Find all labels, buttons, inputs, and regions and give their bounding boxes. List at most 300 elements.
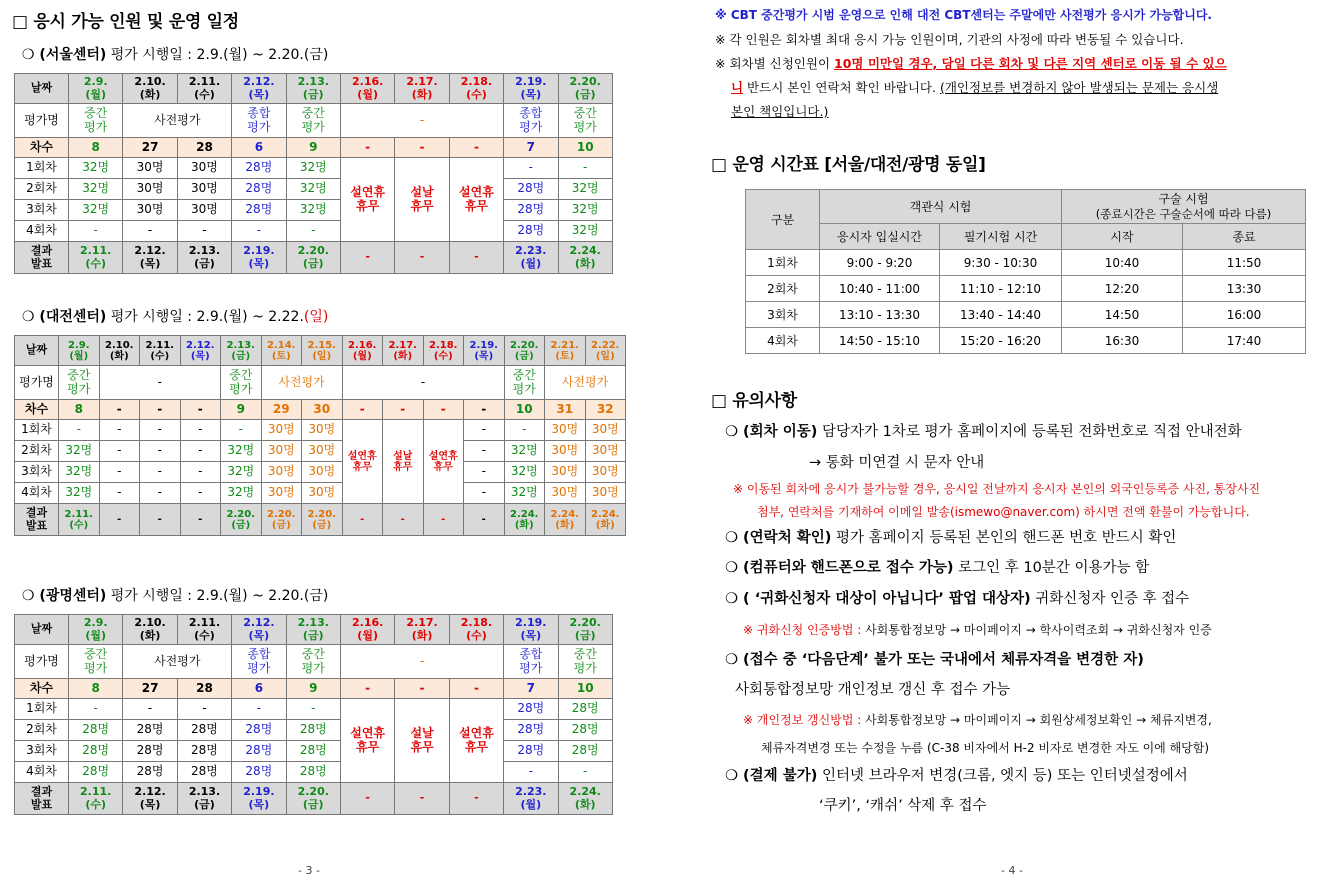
notice-naturalization xyxy=(725,587,1189,608)
daejeon-cell: - xyxy=(99,462,140,483)
notice-device xyxy=(725,556,1149,577)
gwangmyeong-cell: 2.9. (월) xyxy=(69,615,123,645)
daejeon-row-0 xyxy=(15,336,626,366)
timetable-cell: 14:50 - 15:10 xyxy=(820,328,940,354)
seoul-row-2 xyxy=(15,138,613,158)
seoul-row-6 xyxy=(15,221,613,242)
gwangmyeong-cell: 2.18. (수) xyxy=(449,615,503,645)
gwangmyeong-cell: 28명 xyxy=(123,741,177,762)
gwangmyeong-cell: 중간 평가 xyxy=(286,645,340,679)
timetable-session: 2회차 xyxy=(746,276,820,302)
timetable-cell: 13:30 xyxy=(1183,276,1306,302)
daejeon-title xyxy=(22,306,328,326)
gwangmyeong-cell: 설날 휴무 xyxy=(395,699,449,783)
daejeon-cell: 2.24. (화) xyxy=(545,504,586,536)
daejeon-cell: - xyxy=(464,504,505,536)
gwangmyeong-cell: 28명 xyxy=(123,720,177,741)
gwangmyeong-cell: 2.13. (금) xyxy=(177,783,231,815)
daejeon-cell: - xyxy=(423,504,464,536)
notice-move-sms: → 통화 미연결 시 문자 안내 xyxy=(809,455,985,471)
daejeon-cell: 10 xyxy=(504,400,545,420)
gwangmyeong-cell: 10 xyxy=(558,679,612,699)
seoul-cell: - xyxy=(340,242,394,274)
gwangmyeong-cell: 28명 xyxy=(504,699,558,720)
daejeon-cell: 사전평가 xyxy=(545,366,626,400)
page-number-4: - 4 - xyxy=(1001,864,1023,877)
daejeon-cell: 30명 xyxy=(585,441,626,462)
gwangmyeong-cell: 28명 xyxy=(177,720,231,741)
gwangmyeong-row-6 xyxy=(15,762,613,783)
gwangmyeong-row-5 xyxy=(15,741,613,762)
gwangmyeong-cell: 2.12. (목) xyxy=(232,615,286,645)
note-capacity: ※ 각 인원은 회차별 최대 응시 가능 인원이며, 기관의 사정에 따라 변동될 수 있습니다. xyxy=(715,32,1184,47)
note-move xyxy=(715,54,1227,73)
seoul-title xyxy=(22,44,328,64)
seoul-cell: 2.17. (화) xyxy=(395,74,449,104)
gwangmyeong-row-label: 4회차 xyxy=(15,762,69,783)
gwangmyeong-cell: - xyxy=(340,645,503,679)
naturalization-method-label: ※ 귀화신청 인증방법 : xyxy=(743,623,866,637)
daejeon-name: ❍ (대전센터) xyxy=(22,309,107,325)
seoul-cell: 2.23. (월) xyxy=(504,242,558,274)
daejeon-cell: - xyxy=(383,400,424,420)
daejeon-cell: 설날 휴무 xyxy=(383,420,424,504)
gwangmyeong-row-4 xyxy=(15,720,613,741)
seoul-row-7 xyxy=(15,242,613,274)
daejeon-cell: - xyxy=(180,483,221,504)
daejeon-cell: - xyxy=(342,366,504,400)
seoul-cell: 2.16. (월) xyxy=(340,74,394,104)
timetable-session: 1회차 xyxy=(746,250,820,276)
seoul-row-label: 차수 xyxy=(15,138,69,158)
daejeon-cell: 29 xyxy=(261,400,302,420)
seoul-cell: - xyxy=(504,158,558,179)
gwangmyeong-cell: 중간 평가 xyxy=(558,645,612,679)
seoul-row-label: 2회차 xyxy=(15,179,69,200)
timetable-cell: 13:10 - 13:30 xyxy=(820,302,940,328)
notice-device-label: ❍ (컴퓨터와 핸드폰으로 접수 가능) xyxy=(725,560,954,576)
notice-move-text: 담당자가 1차로 평가 홈페이지에 등록된 전화번호로 직접 안내전화 xyxy=(817,424,1242,440)
daejeon-cell: 중간 평가 xyxy=(59,366,100,400)
gwangmyeong-cell: - xyxy=(504,762,558,783)
daejeon-cell: 2.21. (토) xyxy=(545,336,586,366)
notice-contact xyxy=(725,526,1176,547)
gwangmyeong-cell: 2.10. (화) xyxy=(123,615,177,645)
timetable xyxy=(745,189,1306,354)
notice-contact-text: 평가 홈페이지 등록된 본인의 핸드폰 번호 반드시 확인 xyxy=(831,530,1177,546)
seoul-cell: 7 xyxy=(504,138,558,158)
page-number-3: - 3 - xyxy=(298,864,320,877)
daejeon-cell: 2.20. (금) xyxy=(302,504,343,536)
daejeon-row-2 xyxy=(15,400,626,420)
seoul-row-label: 평가명 xyxy=(15,104,69,138)
daejeon-cell: 32명 xyxy=(59,462,100,483)
gwangmyeong-row-label: 2회차 xyxy=(15,720,69,741)
note-move-u: (개인정보를 변경하지 않아 발생되는 문제는 응시생 xyxy=(939,80,1219,95)
gwangmyeong-cell: - xyxy=(340,783,394,815)
seoul-cell: 27 xyxy=(123,138,177,158)
note-daejeon-weekend: ※ CBT 중간평가 시범 운영으로 인해 대전 CBT센터는 주말에만 사전평가 응시가 가능합니다. xyxy=(715,8,1212,22)
daejeon-cell: - xyxy=(99,483,140,504)
daejeon-cell: 30명 xyxy=(302,441,343,462)
daejeon-row-7 xyxy=(15,504,626,536)
daejeon-cell: 9 xyxy=(221,400,262,420)
gwangmyeong-cell: 설연휴 휴무 xyxy=(449,699,503,783)
gwangmyeong-cell: 8 xyxy=(69,679,123,699)
gwangmyeong-row-3 xyxy=(15,699,613,720)
gwangmyeong-cell: 28명 xyxy=(69,741,123,762)
seoul-cell: 중간 평가 xyxy=(286,104,340,138)
daejeon-cell: 2.10. (화) xyxy=(99,336,140,366)
gwangmyeong-cell: 2.19. (목) xyxy=(504,615,558,645)
daejeon-cell: 30명 xyxy=(585,483,626,504)
daejeon-period-end: (일) xyxy=(303,309,329,325)
seoul-cell: 설연휴 휴무 xyxy=(340,158,394,242)
daejeon-cell: 30명 xyxy=(261,441,302,462)
daejeon-cell: 2.20. (금) xyxy=(261,504,302,536)
notice-move-refund-1: ※ 이동된 회차에 응시가 불가능할 경우, 응시일 전날까지 응시자 본인의 외국인등록증 사진, 통장사진 xyxy=(733,482,1261,496)
daejeon-cell: - xyxy=(383,504,424,536)
gwangmyeong-cell: 2.11. (수) xyxy=(177,615,231,645)
gwangmyeong-cell: 28명 xyxy=(286,762,340,783)
seoul-cell: 28명 xyxy=(232,158,286,179)
daejeon-cell: 2.19. (목) xyxy=(464,336,505,366)
notice-next-step-label: ❍ (접수 중 ‘다음단계’ 불가 또는 국내에서 체류자격을 변경한 자) xyxy=(725,652,1144,668)
gwangmyeong-cell: 2.24. (화) xyxy=(558,783,612,815)
gwangmyeong-cell: 28명 xyxy=(69,720,123,741)
seoul-cell: 2.11. (수) xyxy=(177,74,231,104)
seoul-cell: 2.18. (수) xyxy=(449,74,503,104)
daejeon-schedule-table xyxy=(14,335,626,536)
daejeon-cell: 2.15. (일) xyxy=(302,336,343,366)
daejeon-cell: 중간 평가 xyxy=(221,366,262,400)
seoul-row-label: 4회차 xyxy=(15,221,69,242)
gwangmyeong-cell: 6 xyxy=(232,679,286,699)
seoul-cell: - xyxy=(286,221,340,242)
gwangmyeong-cell: 28명 xyxy=(177,741,231,762)
gwangmyeong-cell: - xyxy=(232,699,286,720)
daejeon-cell: 31 xyxy=(545,400,586,420)
section-title-notice: □ 유의사항 xyxy=(711,391,797,411)
gwangmyeong-cell: - xyxy=(449,783,503,815)
notice-move-refund-2: 첨부, 연락처를 기재하여 이메일 발송(ismewo@naver.com) 하시면 전액 환불이 가능합니다. xyxy=(757,505,1250,519)
daejeon-row-label: 차수 xyxy=(15,400,59,420)
daejeon-cell: 2.24. (화) xyxy=(585,504,626,536)
daejeon-cell: 설연휴 휴무 xyxy=(423,420,464,504)
gwangmyeong-cell: - xyxy=(340,679,394,699)
timetable-row xyxy=(746,328,1306,354)
gwangmyeong-row-1 xyxy=(15,645,613,679)
seoul-cell: 2.13. (금) xyxy=(177,242,231,274)
seoul-cell: - xyxy=(449,242,503,274)
daejeon-cell: 32명 xyxy=(59,483,100,504)
seoul-cell: 종합 평가 xyxy=(504,104,558,138)
seoul-cell: 28 xyxy=(177,138,231,158)
timetable-cell: 13:40 - 14:40 xyxy=(940,302,1062,328)
daejeon-cell: 2.11. (수) xyxy=(140,336,181,366)
tt-head-start: 시작 xyxy=(1062,224,1183,250)
seoul-cell: 10 xyxy=(558,138,612,158)
daejeon-cell: 30명 xyxy=(545,483,586,504)
timetable-cell: 11:10 - 12:10 xyxy=(940,276,1062,302)
daejeon-cell: 사전평가 xyxy=(261,366,342,400)
gwangmyeong-cell: 7 xyxy=(504,679,558,699)
seoul-cell: 2.11. (수) xyxy=(69,242,123,274)
gwangmyeong-cell: 27 xyxy=(123,679,177,699)
daejeon-cell: - xyxy=(180,441,221,462)
note-move-red2: 니 xyxy=(731,80,744,95)
daejeon-cell: 2.17. (화) xyxy=(383,336,424,366)
notice-info-update-method-2: 체류자격변경 또는 수정을 누름 (C-38 비자에서 H-2 비자로 변경한 자도 이에 해당함) xyxy=(761,741,1210,755)
seoul-cell: 9 xyxy=(286,138,340,158)
daejeon-cell: - xyxy=(504,420,545,441)
daejeon-row-label: 2회차 xyxy=(15,441,59,462)
seoul-cell: 2.19. (목) xyxy=(232,242,286,274)
daejeon-cell: - xyxy=(464,441,505,462)
gwangmyeong-row-7 xyxy=(15,783,613,815)
seoul-cell: 중간 평가 xyxy=(69,104,123,138)
timetable-cell: 12:20 xyxy=(1062,276,1183,302)
daejeon-cell: - xyxy=(99,420,140,441)
gwangmyeong-row-label: 1회차 xyxy=(15,699,69,720)
daejeon-cell: - xyxy=(99,504,140,536)
seoul-cell: 2.20. (금) xyxy=(286,242,340,274)
timetable-cell: 11:50 xyxy=(1183,250,1306,276)
tt-head-end: 종료 xyxy=(1183,224,1306,250)
gwangmyeong-cell: - xyxy=(69,699,123,720)
seoul-cell: 2.19. (목) xyxy=(504,74,558,104)
seoul-cell: - xyxy=(69,221,123,242)
gwangmyeong-name: ❍ (광명센터) xyxy=(22,588,107,604)
gwangmyeong-cell: - xyxy=(177,699,231,720)
daejeon-cell: 32명 xyxy=(221,441,262,462)
daejeon-cell: 32명 xyxy=(504,483,545,504)
daejeon-row-4 xyxy=(15,441,626,462)
gwangmyeong-cell: 종합 평가 xyxy=(232,645,286,679)
seoul-cell: 2.10. (화) xyxy=(123,74,177,104)
gwangmyeong-row-label: 날짜 xyxy=(15,615,69,645)
daejeon-cell: - xyxy=(140,441,181,462)
seoul-cell: 28명 xyxy=(504,179,558,200)
seoul-cell: - xyxy=(449,138,503,158)
notice-naturalization-label: ❍ ( ‘귀화신청자 대상이 아닙니다’ 팝업 대상자) xyxy=(725,591,1031,607)
seoul-cell: 28명 xyxy=(504,200,558,221)
daejeon-row-label: 3회차 xyxy=(15,462,59,483)
gwangmyeong-cell: 28명 xyxy=(558,741,612,762)
daejeon-cell: - xyxy=(423,400,464,420)
gwangmyeong-cell: 설연휴 휴무 xyxy=(340,699,394,783)
seoul-cell: 28명 xyxy=(232,200,286,221)
seoul-cell: 설날 휴무 xyxy=(395,158,449,242)
seoul-cell: 8 xyxy=(69,138,123,158)
gwangmyeong-row-0 xyxy=(15,615,613,645)
daejeon-cell: 32명 xyxy=(504,441,545,462)
seoul-cell: 30명 xyxy=(177,200,231,221)
gwangmyeong-cell: 28명 xyxy=(558,720,612,741)
seoul-cell: 30명 xyxy=(177,158,231,179)
seoul-row-3 xyxy=(15,158,613,179)
daejeon-cell: - xyxy=(342,504,383,536)
daejeon-row-label: 날짜 xyxy=(15,336,59,366)
daejeon-row-1 xyxy=(15,366,626,400)
info-update-method-text: 사회통합정보망 → 마이페이지 → 회원상세정보확인 → 체류지변경, xyxy=(865,713,1212,727)
daejeon-period: 평가 시행일 : 2.9.(월) ~ 2.22. xyxy=(106,309,304,325)
seoul-cell: 2.12. (목) xyxy=(123,242,177,274)
daejeon-cell: 30명 xyxy=(261,483,302,504)
daejeon-cell: - xyxy=(464,420,505,441)
daejeon-cell: 32명 xyxy=(221,462,262,483)
seoul-row-label: 1회차 xyxy=(15,158,69,179)
seoul-cell: 2.9. (월) xyxy=(69,74,123,104)
tt-head-entry: 응시자 입실시간 xyxy=(820,224,940,250)
page-3 xyxy=(0,0,640,883)
gwangmyeong-cell: 사전평가 xyxy=(123,645,232,679)
gwangmyeong-cell: 2.20. (금) xyxy=(286,783,340,815)
tt-head-oral-title: 구술 시험 xyxy=(1158,191,1209,206)
gwangmyeong-cell: 28명 xyxy=(69,762,123,783)
daejeon-cell: 32명 xyxy=(221,483,262,504)
seoul-cell: 32명 xyxy=(286,200,340,221)
daejeon-cell: - xyxy=(180,504,221,536)
note-move-b: 반드시 본인 연락처 확인 바랍니다. xyxy=(743,80,940,95)
daejeon-cell: 2.16. (월) xyxy=(342,336,383,366)
seoul-row-0 xyxy=(15,74,613,104)
daejeon-cell: - xyxy=(99,441,140,462)
daejeon-cell: - xyxy=(140,400,181,420)
gwangmyeong-cell: - xyxy=(449,679,503,699)
seoul-cell: 32명 xyxy=(69,200,123,221)
daejeon-cell: 32명 xyxy=(59,441,100,462)
seoul-cell: 32명 xyxy=(69,158,123,179)
daejeon-row-label: 평가명 xyxy=(15,366,59,400)
tt-head-oral-sub: (종료시간은 구술순서에 따라 다름) xyxy=(1095,206,1272,221)
daejeon-cell: 8 xyxy=(59,400,100,420)
daejeon-cell: - xyxy=(464,462,505,483)
daejeon-cell: 30명 xyxy=(585,420,626,441)
daejeon-cell: - xyxy=(99,400,140,420)
gwangmyeong-cell: - xyxy=(395,783,449,815)
gwangmyeong-cell: 28명 xyxy=(232,741,286,762)
seoul-cell: 사전평가 xyxy=(123,104,232,138)
gwangmyeong-cell: 2.17. (화) xyxy=(395,615,449,645)
seoul-row-5 xyxy=(15,200,613,221)
daejeon-cell: 30명 xyxy=(261,462,302,483)
section-title-schedule: □ 응시 가능 인원 및 운영 일정 xyxy=(12,12,239,32)
timetable-cell: 10:40 - 11:00 xyxy=(820,276,940,302)
gwangmyeong-row-label: 평가명 xyxy=(15,645,69,679)
seoul-cell: 중간 평가 xyxy=(558,104,612,138)
daejeon-cell: 30명 xyxy=(302,462,343,483)
gwangmyeong-cell: 28명 xyxy=(504,720,558,741)
gwangmyeong-period: 평가 시행일 : 2.9.(월) ~ 2.20.(금) xyxy=(106,588,329,604)
gwangmyeong-cell: 28명 xyxy=(286,741,340,762)
gwangmyeong-schedule-table xyxy=(14,614,613,815)
gwangmyeong-cell: 28 xyxy=(177,679,231,699)
daejeon-cell: 2.20. (금) xyxy=(221,504,262,536)
daejeon-cell: 2.22. (일) xyxy=(585,336,626,366)
note-move-a: ※ 회차별 신청인원이 xyxy=(715,56,834,71)
daejeon-cell: - xyxy=(140,483,181,504)
daejeon-cell: 30명 xyxy=(261,420,302,441)
gwangmyeong-title xyxy=(22,585,328,605)
timetable-row xyxy=(746,276,1306,302)
daejeon-row-label: 1회차 xyxy=(15,420,59,441)
seoul-period: 평가 시행일 : 2.9.(월) ~ 2.20.(금) xyxy=(106,47,329,63)
seoul-schedule-table xyxy=(14,73,613,274)
notice-contact-label: ❍ (연락처 확인) xyxy=(725,530,832,546)
daejeon-cell: 2.12. (목) xyxy=(180,336,221,366)
daejeon-cell: - xyxy=(342,400,383,420)
daejeon-cell: - xyxy=(140,420,181,441)
timetable-row xyxy=(746,302,1306,328)
daejeon-cell: 30명 xyxy=(545,462,586,483)
gwangmyeong-cell: 중간 평가 xyxy=(69,645,123,679)
seoul-cell: 30명 xyxy=(123,158,177,179)
gwangmyeong-cell: 2.13. (금) xyxy=(286,615,340,645)
seoul-name: ❍ (서울센터) xyxy=(22,47,107,63)
seoul-row-4 xyxy=(15,179,613,200)
daejeon-cell: 32 xyxy=(585,400,626,420)
gwangmyeong-row-2 xyxy=(15,679,613,699)
gwangmyeong-row-label: 차수 xyxy=(15,679,69,699)
seoul-cell: 2.20. (금) xyxy=(558,74,612,104)
gwangmyeong-row-label: 결과 발표 xyxy=(15,783,69,815)
tt-head-written: 필기시험 시간 xyxy=(940,224,1062,250)
daejeon-row-6 xyxy=(15,483,626,504)
seoul-cell: 30명 xyxy=(123,179,177,200)
gwangmyeong-cell: 9 xyxy=(286,679,340,699)
daejeon-cell: 2.13. (금) xyxy=(221,336,262,366)
timetable-cell: 15:20 - 16:20 xyxy=(940,328,1062,354)
notice-device-text: 로그인 후 10분간 이용가능 함 xyxy=(953,560,1150,576)
seoul-cell: - xyxy=(395,242,449,274)
daejeon-cell: 30명 xyxy=(545,441,586,462)
seoul-row-1 xyxy=(15,104,613,138)
gwangmyeong-cell: 종합 평가 xyxy=(504,645,558,679)
seoul-cell: 설연휴 휴무 xyxy=(449,158,503,242)
seoul-cell: 28명 xyxy=(232,179,286,200)
info-update-method-label: ※ 개인정보 갱신방법 : xyxy=(743,713,866,727)
daejeon-cell: - xyxy=(59,420,100,441)
gwangmyeong-cell: 2.16. (월) xyxy=(340,615,394,645)
note-move-2 xyxy=(731,78,1218,97)
notice-payment-cookie: ‘쿠키’, ‘캐쉬’ 삭제 후 접수 xyxy=(819,798,987,814)
daejeon-cell: 2.20. (금) xyxy=(504,336,545,366)
notice-payment-text: 인터넷 브라우저 변경(크롬, 엣지 등) 또는 인터넷설정에서 xyxy=(817,768,1188,784)
daejeon-cell: - xyxy=(140,504,181,536)
tt-head-objective: 객관식 시험 xyxy=(820,190,1062,224)
seoul-cell: - xyxy=(232,221,286,242)
timetable-cell: 10:40 xyxy=(1062,250,1183,276)
daejeon-row-3 xyxy=(15,420,626,441)
naturalization-method-text: 사회통합정보망 → 마이페이지 → 학사이력조회 → 귀화신청자 인증 xyxy=(865,623,1212,637)
note-move-3: 본인 책임입니다.) xyxy=(731,104,829,119)
notice-payment-label: ❍ (결제 불가) xyxy=(725,768,818,784)
daejeon-cell: - xyxy=(464,483,505,504)
seoul-cell: 종합 평가 xyxy=(232,104,286,138)
seoul-cell: - xyxy=(177,221,231,242)
seoul-cell: - xyxy=(395,138,449,158)
seoul-row-label: 결과 발표 xyxy=(15,242,69,274)
daejeon-cell: 30명 xyxy=(302,483,343,504)
seoul-cell: 32명 xyxy=(558,200,612,221)
timetable-cell: 14:50 xyxy=(1062,302,1183,328)
gwangmyeong-cell: 2.12. (목) xyxy=(123,783,177,815)
seoul-cell: 32명 xyxy=(286,158,340,179)
page-4 xyxy=(663,0,1325,883)
timetable-row xyxy=(746,250,1306,276)
daejeon-cell: 2.14. (토) xyxy=(261,336,302,366)
